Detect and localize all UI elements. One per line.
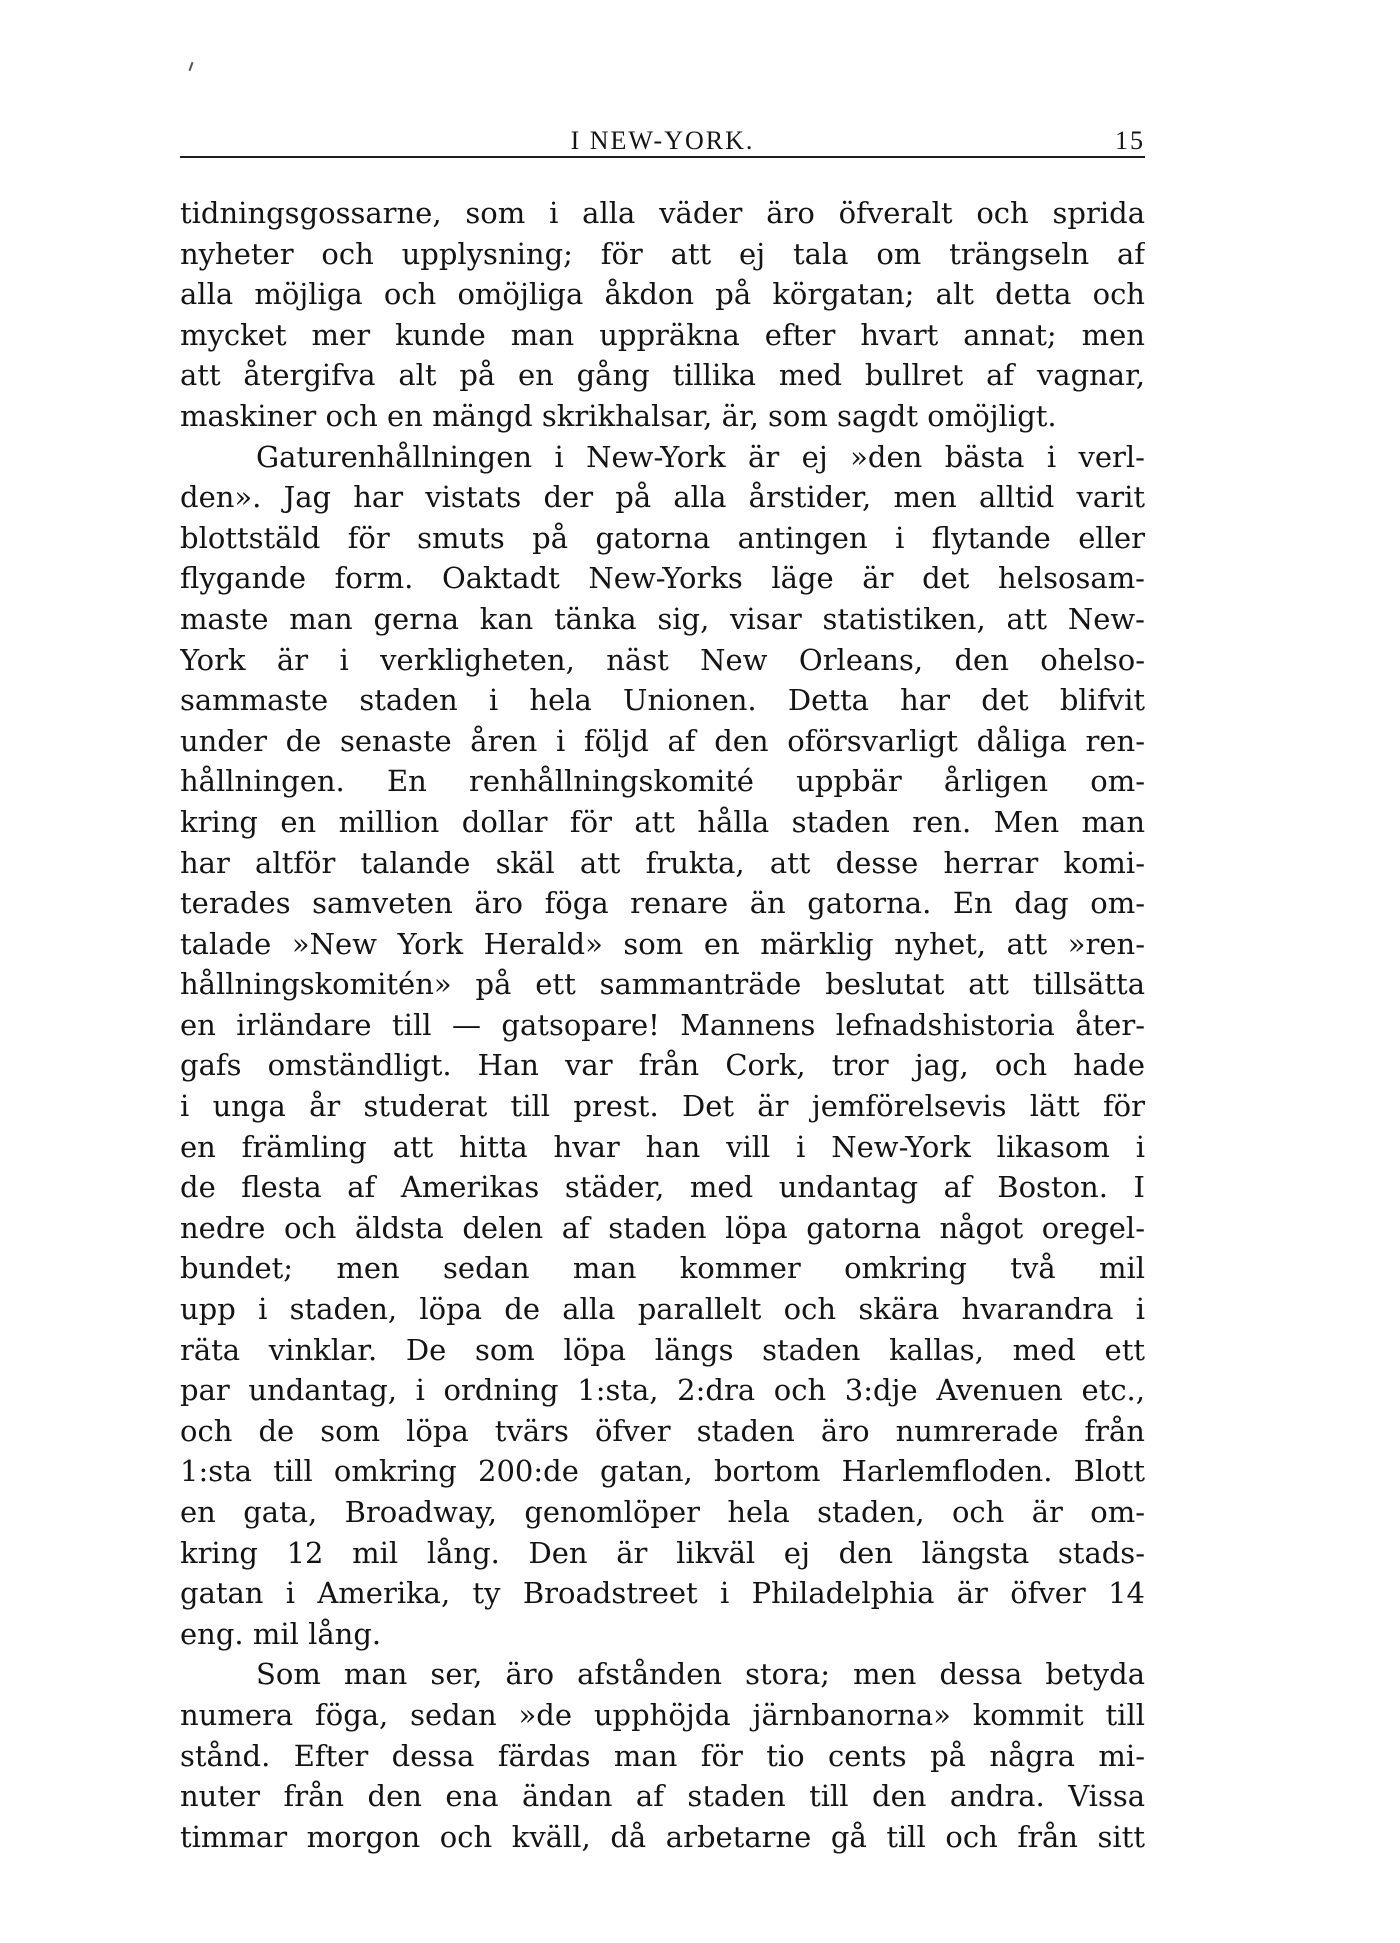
text-line: har altför talande skäl att frukta, att desse herrar komi- xyxy=(180,845,1145,880)
text-line: nedre och äldsta delen af staden löpa gatorna något oregel- xyxy=(180,1210,1145,1245)
text-line: alla möjliga och omöjliga åkdon på körgatan; alt detta och xyxy=(180,277,1145,312)
text-line: kring en million dollar för att hålla staden ren. Men man xyxy=(180,804,1145,839)
text-line: hållningen. En renhållningskomité uppbär årligen om- xyxy=(180,764,1145,799)
text-line: nuter från den ena ändan af staden till den andra. Vissa xyxy=(180,1779,1145,1814)
text-line: kring 12 mil lång. Den är likväl ej den längsta stads- xyxy=(180,1535,1145,1570)
text-line: gatan i Amerika, ty Broadstreet i Philadelphia är öfver 14 xyxy=(180,1576,1145,1611)
text-line: blottstäld för smuts på gatorna antingen i flytande eller xyxy=(180,520,1145,555)
text-line: 1:sta till omkring 200:de gatan, bortom Harlemfloden. Blott xyxy=(180,1454,1145,1489)
text-line: maskiner och en mängd skrikhalsar, är, som sagdt omöjligt. xyxy=(180,398,1057,433)
text-line: i unga år studerat till prest. Det är jemförelsevis lätt för xyxy=(180,1089,1145,1124)
text-line: stånd. Efter dessa färdas man för tio cents på några mi- xyxy=(180,1738,1145,1773)
text-line: maste man gerna kan tänka sig, visar statistiken, att New- xyxy=(180,601,1145,636)
text-line: eng. mil lång. xyxy=(180,1616,382,1651)
text-line: sammaste staden i hela Unionen. Detta har det blifvit xyxy=(180,683,1145,718)
text-line: upp i staden, löpa de alla parallelt och skära hvarandra i xyxy=(180,1292,1145,1327)
text-line: terades samveten äro föga renare än gatorna. En dag om- xyxy=(180,886,1145,921)
text-line: numera föga, sedan »de upphöjda järnbanorna» kommit till xyxy=(180,1697,1145,1732)
body-text xyxy=(180,193,1145,1857)
text-line: timmar morgon och kväll, då arbetarne gå till och från sitt xyxy=(180,1819,1145,1854)
text-line: den». Jag har vistats der på alla årstider, men alltid varit xyxy=(180,480,1145,515)
text-line: nyheter och upplysning; för att ej tala om trängseln af xyxy=(180,236,1145,271)
text-line: under de senaste åren i följd af den oförsvarligt dåliga ren- xyxy=(180,723,1145,758)
text-line: Gaturenhållningen i New-York är ej »den bästa i verl- xyxy=(256,439,1145,474)
text-line: en gata, Broadway, genomlöper hela staden, och är om- xyxy=(180,1495,1145,1529)
text-line: York är i verkligheten, näst New Orleans, den ohelso- xyxy=(180,642,1145,677)
text-line: att återgifva alt på en gång tillika med bullret af vagnar, xyxy=(180,358,1145,393)
running-title: I NEW-YORK. xyxy=(570,126,755,155)
text-line: tidningsgossarne, som i alla väder äro öfveralt och sprida xyxy=(180,196,1145,230)
text-line: gafs omständligt. Han var från Cork, tror jag, och hade xyxy=(180,1048,1145,1083)
text-line: en främling att hitta hvar han vill i New-York likasom i xyxy=(180,1129,1145,1164)
text-line: hållningskomitén» på ett sammanträde beslutat att tillsätta xyxy=(180,967,1145,1002)
text-line: en irländare till — gatsopare! Mannens lefnadshistoria åter- xyxy=(180,1007,1145,1042)
text-line: bundet; men sedan man kommer omkring två mil xyxy=(180,1251,1145,1286)
text-line: Som man ser, äro afstånden stora; men dessa betyda xyxy=(256,1657,1145,1692)
stray-ink-mark xyxy=(189,62,194,71)
text-line: flygande form. Oaktadt New-Yorks läge är det helsosam- xyxy=(180,561,1145,596)
page-number: 15 xyxy=(1115,126,1145,155)
text-line: räta vinklar. De som löpa längs staden kallas, med ett xyxy=(180,1332,1145,1367)
text-line: och de som löpa tvärs öfver staden äro numrerade från xyxy=(180,1413,1145,1448)
text-line: talade »New York Herald» som en märklig nyhet, att »ren- xyxy=(180,926,1145,961)
header-rule xyxy=(180,156,1145,158)
text-line: de flesta af Amerikas städer, med undantag af Boston. I xyxy=(180,1170,1145,1205)
text-line: par undantag, i ordning 1:sta, 2:dra och 3:dje Avenuen etc., xyxy=(180,1373,1145,1408)
text-line: mycket mer kunde man uppräkna efter hvart annat; men xyxy=(180,317,1145,352)
